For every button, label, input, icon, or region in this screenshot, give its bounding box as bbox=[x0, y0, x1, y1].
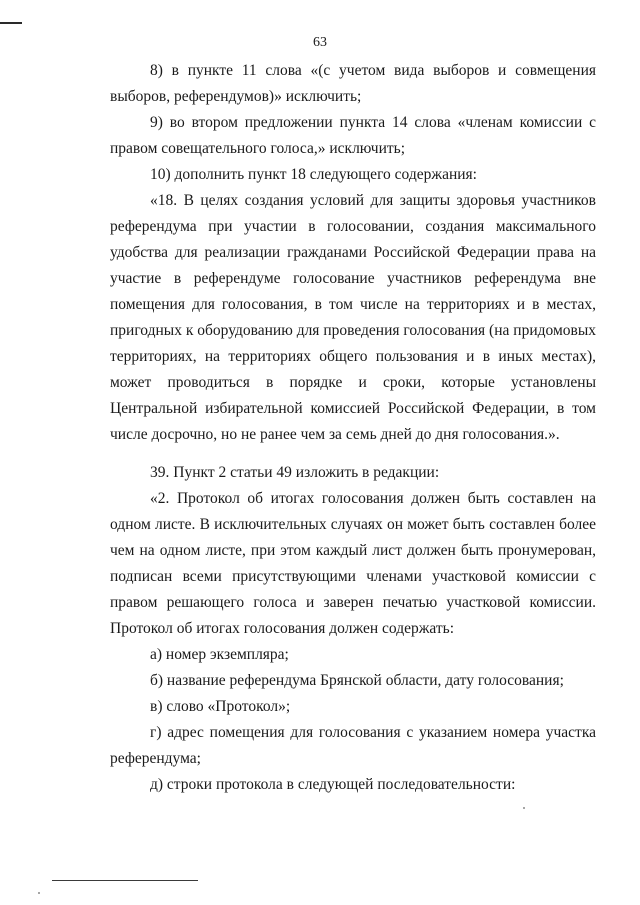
scan-edge-mark bbox=[0, 22, 22, 24]
paragraph-item-8: 8) в пункте 11 слова «(с учетом вида выборов и совмещения выборов, референдумов)» исключить; bbox=[110, 62, 596, 105]
footnote-separator-line bbox=[52, 880, 198, 881]
list-item-v: в) слово «Протокол»; bbox=[150, 698, 291, 715]
document-body bbox=[110, 58, 596, 798]
paragraph-gap bbox=[110, 448, 596, 460]
paragraph-item-39: 39. Пункт 2 статьи 49 изложить в редакции: bbox=[150, 464, 440, 481]
paragraph-quoted-point-18: «18. В целях создания условий для защиты здоровья участников референдума при участии в голосовании, создания максимального удобства для реализации гражданами Российской Федерации права на участие в референдуме голосование участников референдума вне помещения для голосования, в том числе на территориях и в местах, пригодных к оборудованию для проведения голосования (на придомовых территориях, на территориях общего пользования и в иных местах), может проводиться в порядке и сроки, которые установлены Центральной избирательной комиссией Российской Федерации, в том числе досрочно, но не ранее чем за семь дней до дня голосования.». bbox=[110, 192, 596, 443]
page-number: 63 bbox=[313, 35, 327, 50]
list-item-g: г) адрес помещения для голосования с указанием номера участка референдума; bbox=[110, 724, 596, 767]
list-item-b: б) название референдума Брянской области, дату голосования; bbox=[150, 672, 564, 689]
scan-speck bbox=[38, 892, 40, 894]
paragraph-item-9: 9) во втором предложении пункта 14 слова «членам комиссии с правом совещательного голоса,» исключить; bbox=[110, 114, 596, 157]
paragraph-quoted-point-2: «2. Протокол об итогах голосования должен быть составлен на одном листе. В исключительных случаях он может быть составлен более чем на одном листе, при этом каждый лист должен быть пронумерован, подписан всеми присутствующими членами участковой комиссии с правом решающего голоса и заверен печатью участковой комиссии. Протокол об итогах голосования должен содержать: bbox=[110, 490, 596, 637]
list-item-a: а) номер экземпляра; bbox=[150, 646, 289, 663]
scan-speck bbox=[523, 807, 525, 809]
list-item-d: д) строки протокола в следующей последовательности: bbox=[150, 776, 516, 793]
paragraph-item-10: 10) дополнить пункт 18 следующего содержания: bbox=[150, 166, 477, 183]
